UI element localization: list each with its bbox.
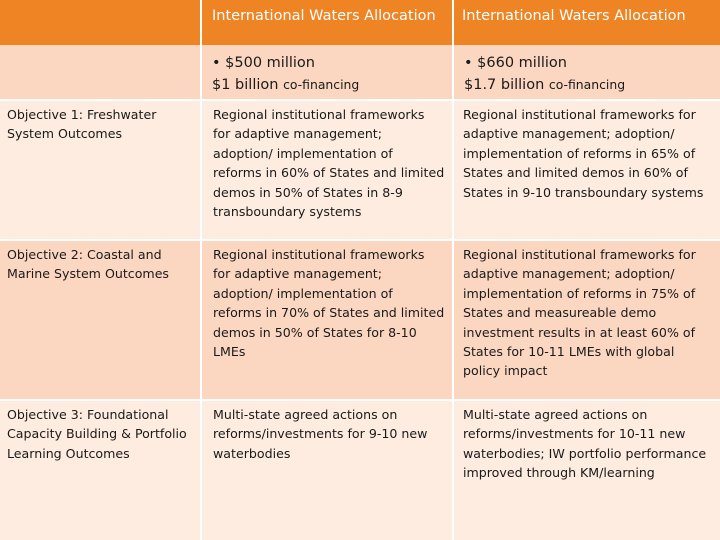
header-cell-allocation-1: International Waters Allocation — [202, 0, 454, 45]
cofinancing-line — [212, 74, 444, 96]
objective-text: Objective 2: Coastal and Marine System Outcomes — [7, 247, 169, 282]
objective-1-label — [0, 101, 202, 241]
funding-row-label — [0, 45, 202, 101]
cofinancing-label: co-financing — [548, 77, 626, 92]
objective-3-allocation-1 — [202, 401, 454, 540]
outcome-text: Regional institutional frameworks for adaptive management; adoption/ implementation of reforms in 65% of States and limited demos in 60% of States in 9-10 transboundary systems — [463, 107, 704, 200]
objective-2-label — [0, 241, 202, 401]
objective-text: Objective 1: Freshwater System Outcomes — [7, 107, 157, 142]
funding-cell-2 — [454, 45, 720, 101]
cofinancing-label: co-financing — [283, 77, 360, 92]
outcome-text: Regional institutional frameworks for adaptive management; adoption/ implementation of reforms in 60% of States and limited demos in 50% of States in 8-9 transboundary systems — [213, 107, 445, 220]
objective-3-allocation-2 — [454, 401, 720, 540]
outcome-text: Multi-state agreed actions on reforms/investments for 9-10 new waterbodies — [213, 407, 428, 461]
objective-text: Objective 3: Foundational Capacity Building & Portfolio Learning Outcomes — [7, 407, 187, 461]
objective-1-allocation-2 — [454, 101, 720, 241]
objective-1-allocation-1 — [202, 101, 454, 241]
objective-2-allocation-2 — [454, 241, 720, 401]
outcome-text: Multi-state agreed actions on reforms/investments for 10-11 new waterbodies; IW portfolio performance improved through KM/learning — [463, 407, 707, 481]
outcome-text: Regional institutional frameworks for adaptive management; adoption/ implementation of reforms in 75% of States and measureable demo investment results in at least 60% of States for 10-11 LMEs with global policy impact — [463, 247, 696, 379]
objective-3-label — [0, 401, 202, 540]
funding-amount: • $500 million — [212, 55, 315, 71]
objective-2-allocation-1 — [202, 241, 454, 401]
cofinancing-amount: $1.7 billion — [464, 77, 545, 93]
header-cell-allocation-2: International Waters Allocation — [454, 0, 720, 45]
funding-cell-1 — [202, 45, 454, 101]
funding-amount: • $660 million — [464, 55, 567, 71]
header-cell-empty — [0, 0, 202, 45]
cofinancing-amount: $1 billion — [212, 77, 279, 93]
outcome-text: Regional institutional frameworks for adaptive management; adoption/ implementation of reforms in 70% of States and limited demos in 50% of States for 8-10 LMEs — [213, 247, 445, 360]
cofinancing-line — [464, 74, 712, 96]
